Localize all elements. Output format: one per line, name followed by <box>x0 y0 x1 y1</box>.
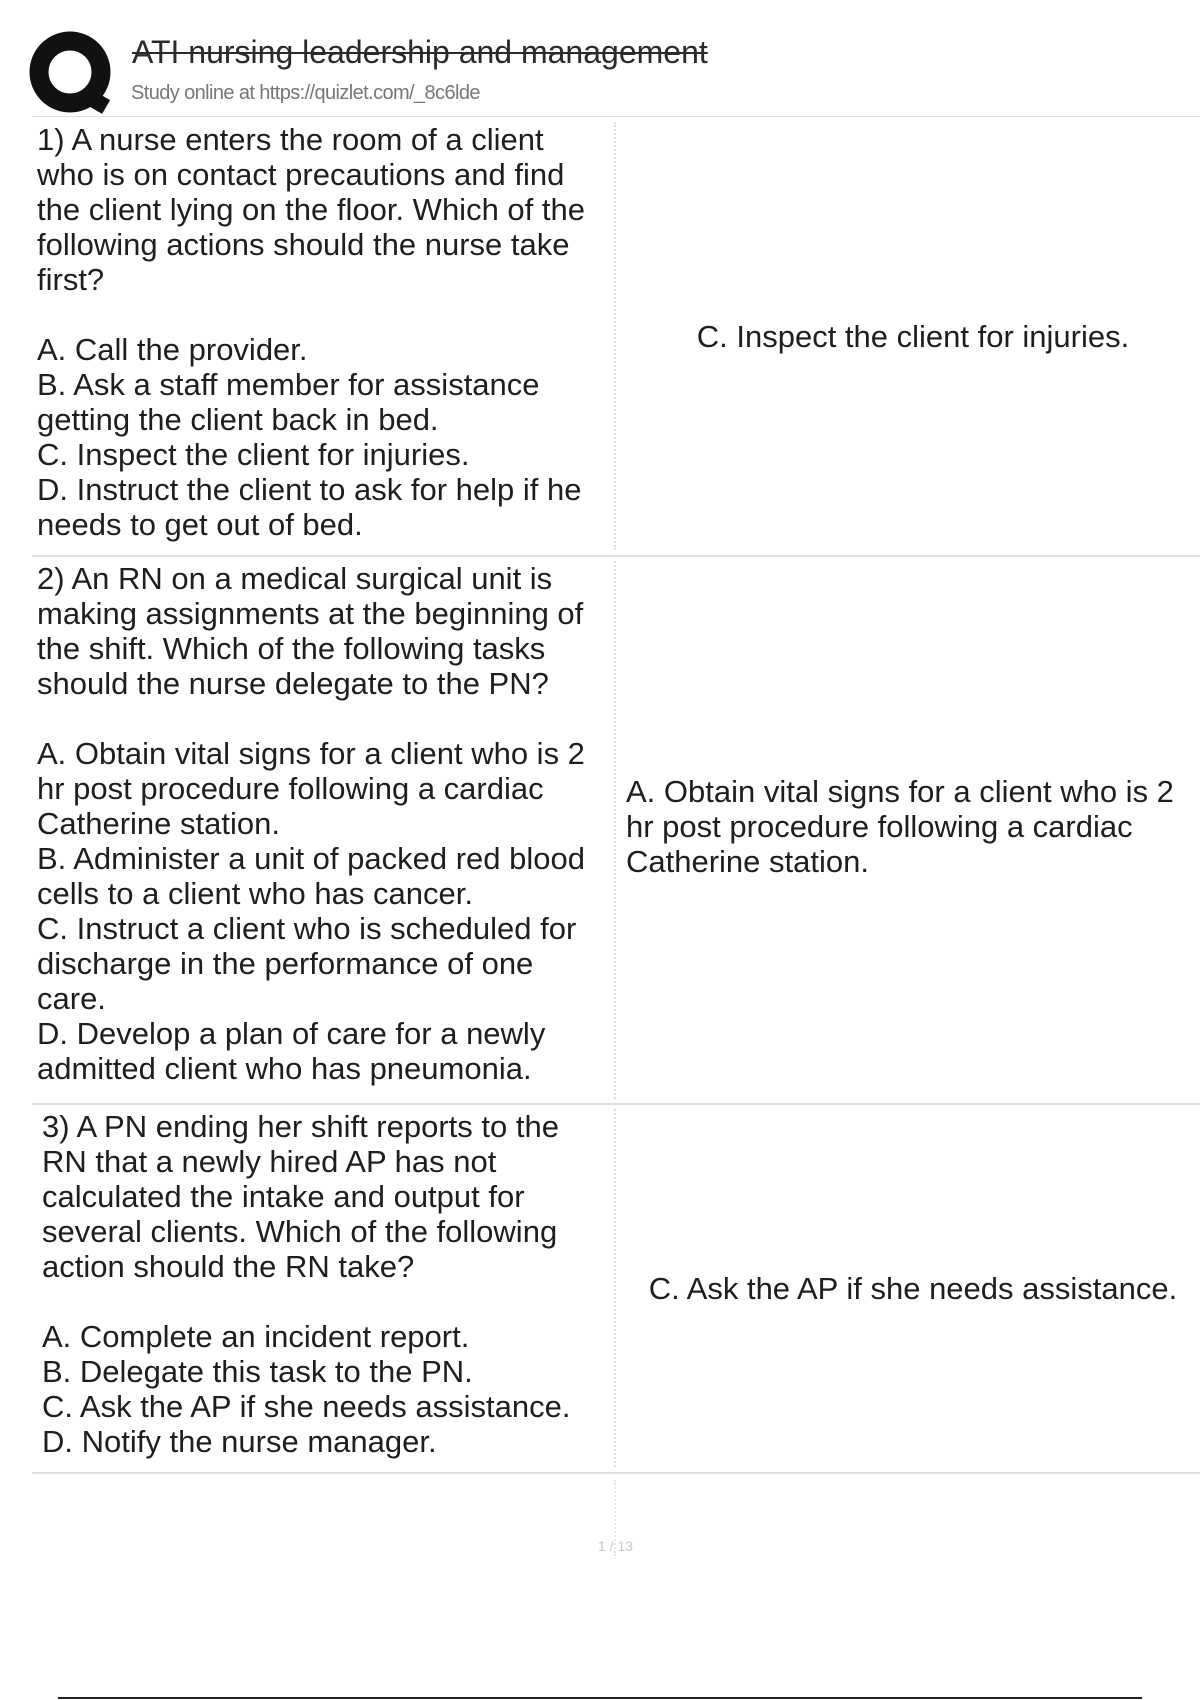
flashcard <box>32 118 1200 557</box>
header-divider <box>32 116 1200 117</box>
answer-text: C. Ask the AP if she needs assistance. <box>648 1271 1178 1306</box>
column-divider <box>614 122 616 550</box>
study-online-link[interactable]: Study online at https://quizlet.com/_8c6lde <box>131 82 480 104</box>
page-header <box>0 0 1200 118</box>
question-text: 1) A nurse enters the room of a client who is on contact precautions and find the client lying on the floor. Which of the following actions should the nurse take first? A. Call the provider. B. Ask a staff member for assistance getting the client back in bed. C. Inspect the client for injuries. D. Instruct the client to ask for help if he needs to get out of bed. <box>37 122 585 542</box>
document-title: ATI nursing leadership and management <box>132 34 708 70</box>
column-divider <box>614 1109 616 1467</box>
question-text: 3) A PN ending her shift reports to the RN that a newly hired AP has not calculated the intake and output for several clients. Which of the following action should the RN take? A. Complete an incident report. B. Delegate this task to the PN. C. Ask the AP if she needs assistance. D. Notify the nurse manager. <box>42 1109 571 1459</box>
footer-divider <box>58 1697 1142 1699</box>
flashcard <box>32 1105 1200 1474</box>
answer-text: C. Inspect the client for injuries. <box>696 319 1130 354</box>
page-number: 1 / 13 <box>598 1538 634 1554</box>
quizlet-logo-icon <box>28 30 114 116</box>
question-text: 2) An RN on a medical surgical unit is making assignments at the beginning of the shift. Which of the following tasks should the nurse delegate to the PN? A. Obtain vital signs for a client who is 2 hr post procedure following a cardiac Catherine station. B. Administer a unit of packed red blood cells to a client who has cancer. C. Instruct a client who is scheduled for discharge in the performance of one care. D. Develop a plan of care for a newly admitted client who has pneumonia. <box>37 561 585 1086</box>
column-divider <box>614 561 616 1099</box>
answer-text: A. Obtain vital signs for a client who is 2 hr post procedure following a cardiac Catherine station. <box>626 774 1183 879</box>
flashcard <box>32 557 1200 1105</box>
